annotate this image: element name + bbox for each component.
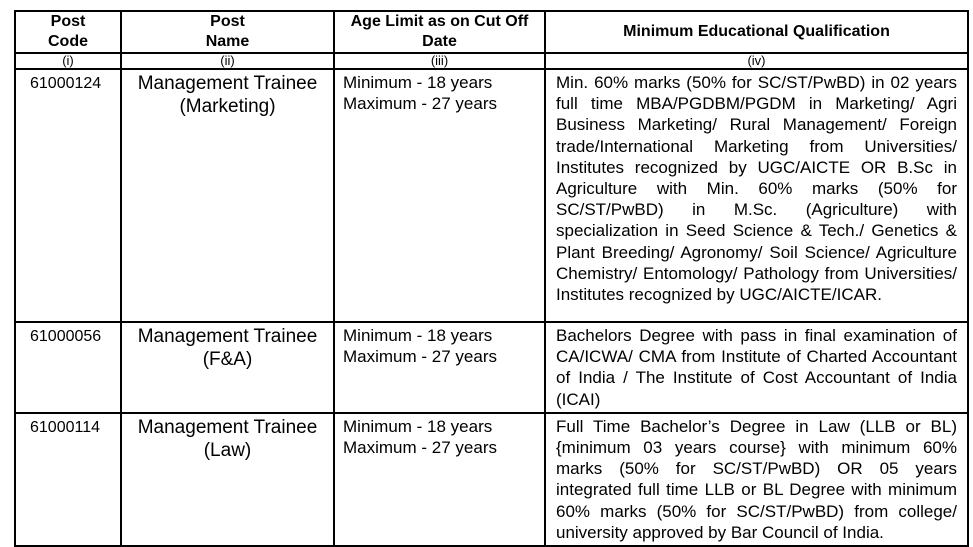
post-code: 61000124 [15,69,121,322]
post-name: Management Trainee (Marketing) [121,69,334,322]
post-name: Management Trainee (F&A) [121,322,334,413]
header-post-name: Post Name [121,11,334,53]
post-code: 61000056 [15,322,121,413]
table-row [15,413,968,546]
post-name: Management Trainee (Law) [121,413,334,546]
numbering-row [15,53,968,69]
qualification-text: Full Time Bachelor’s Degree in Law (LLB or BL) {minimum 03 years course} with minimum 60% marks (50% for SC/ST/PwBD) OR 05 years integrated full time LLB or BL Degree with minimum 60% marks (50% for SC/ST/PwBD) from college/ university approved by Bar Council of India. [545,413,968,546]
table-row [15,322,968,413]
header-row [15,11,968,53]
numbering-cell: (iv) [545,53,968,69]
numbering-cell: (iii) [334,53,545,69]
qualification-text: Min. 60% marks (50% for SC/ST/PwBD) in 02 years full time MBA/PGDBM/PGDM in Marketing/ Agri Business Marketing/ Rural Management/ Foreign trade/International Marketing from Universities/ Institutes recognized by UGC/AICTE OR B.Sc in Agriculture with Min. 60% marks (50% for SC/ST/PwBD) in M.Sc. (Agriculture) with specialization in Seed Science & Tech./ Genetics & Plant Breeding/ Agronomy/ Soil Science/ Agriculture Chemistry/ Entomology/ Pathology from Universities/ Institutes recognized by UGC/AICTE/ICAR. [545,69,968,322]
header-age-limit: Age Limit as on Cut Off Date [334,11,545,53]
qualification-text: Bachelors Degree with pass in final examination of CA/ICWA/ CMA from Institute of Charted Accountant of India / The Institute of Cost Accountant of India (ICAI) [545,322,968,413]
age-limit: Minimum - 18 years Maximum - 27 years [334,322,545,413]
age-limit: Minimum - 18 years Maximum - 27 years [334,413,545,546]
age-limit: Minimum - 18 years Maximum - 27 years [334,69,545,322]
header-qualification: Minimum Educational Qualification [545,11,968,53]
qualification-table [14,10,969,547]
numbering-cell: (i) [15,53,121,69]
post-code: 61000114 [15,413,121,546]
numbering-cell: (ii) [121,53,334,69]
header-post-code: Post Code [15,11,121,53]
table-row [15,69,968,322]
